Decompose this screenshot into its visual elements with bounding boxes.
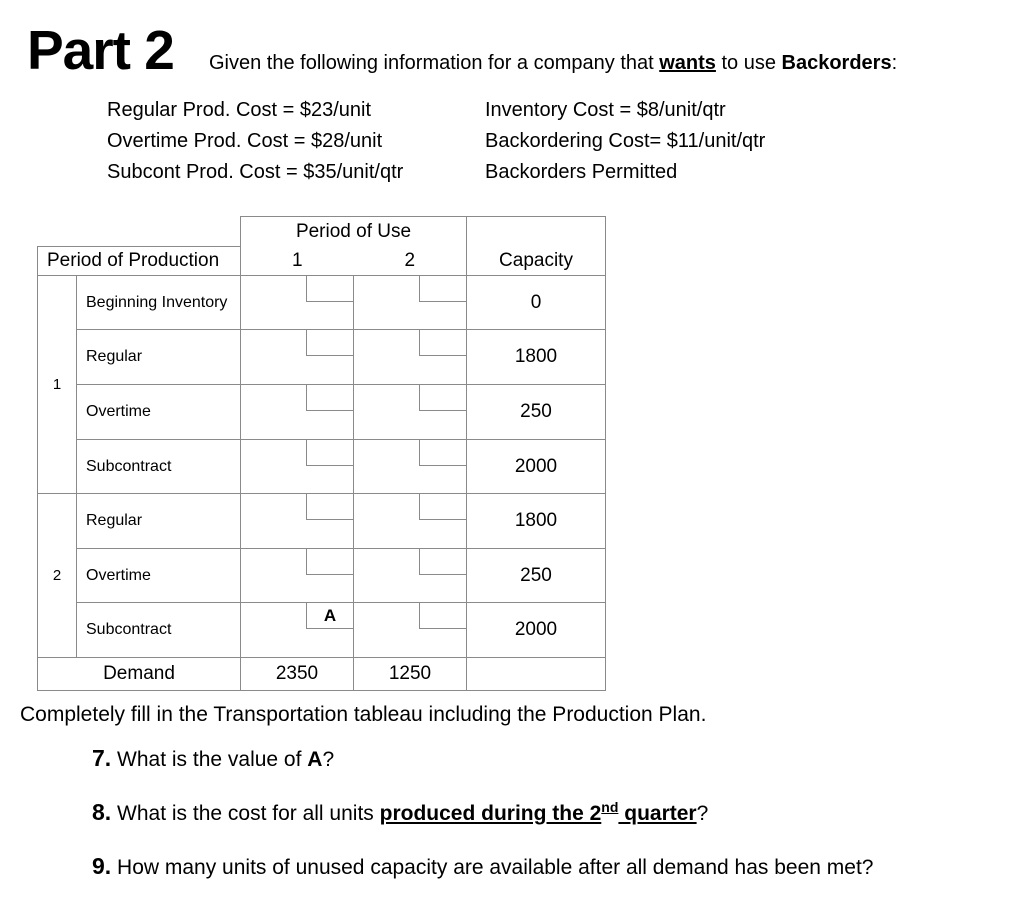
cost-box <box>419 330 466 356</box>
demand-period-1: 2350 <box>241 658 354 691</box>
use-period-1-header: 1 <box>241 247 354 276</box>
demand-label: Demand <box>38 658 241 691</box>
capacity-p2-subcontract: 2000 <box>467 603 606 658</box>
cost-box <box>306 549 353 575</box>
backorder-cost-line: Backordering Cost= $11/unit/qtr <box>485 130 766 152</box>
cell-p2-overtime-u1[interactable] <box>241 549 354 603</box>
capacity-p2-regular: 1800 <box>467 494 606 549</box>
cost-box <box>419 549 466 575</box>
capacity-p2-overtime: 250 <box>467 549 606 603</box>
row-label-beginning-inventory: Beginning Inventory <box>77 276 241 330</box>
cell-p1-regular-u1[interactable] <box>241 330 354 385</box>
marker-a-box: A <box>306 603 353 629</box>
intro-text: Given the following information for a company that wants to use Backorders: <box>209 52 898 74</box>
cell-p1-subcontract-u2[interactable] <box>354 440 467 494</box>
row-label-p1-subcontract: Subcontract <box>77 440 241 494</box>
cell-p1-subcontract-u1[interactable] <box>241 440 354 494</box>
capacity-p1-subcontract: 2000 <box>467 440 606 494</box>
capacity-p1-overtime: 250 <box>467 385 606 440</box>
capacity-header: Capacity <box>467 247 606 276</box>
row-label-p2-overtime: Overtime <box>77 549 241 603</box>
cost-box <box>419 385 466 411</box>
period-of-production-header: Period of Production <box>38 247 241 276</box>
cell-p2-subcontract-u1[interactable] <box>241 603 354 658</box>
cell-p2-overtime-u2[interactable] <box>354 549 467 603</box>
cell-p1-regular-u2[interactable] <box>354 330 467 385</box>
instructions-text: Completely fill in the Transportation tableau including the Production Plan. <box>20 703 707 726</box>
cost-box <box>419 276 466 302</box>
regular-cost-line: Regular Prod. Cost = $23/unit <box>107 99 372 121</box>
row-label-p2-regular: Regular <box>77 494 241 549</box>
cell-p2-subcontract-u2[interactable] <box>354 603 467 658</box>
question-8: 8. What is the cost for all units produced during the 2nd quarter? <box>92 799 709 825</box>
question-9: 9. How many units of unused capacity are available after all demand has been met? <box>92 853 874 879</box>
cell-p1-overtime-u2[interactable] <box>354 385 467 440</box>
given-costs-left <box>107 95 403 188</box>
use-period-2-header: 2 <box>354 247 467 276</box>
row-label-p2-subcontract: Subcontract <box>77 603 241 658</box>
cell-p2-regular-u2[interactable] <box>354 494 467 549</box>
cost-box <box>306 440 353 466</box>
cost-box <box>306 494 353 520</box>
overtime-cost-line: Overtime Prod. Cost = $28/unit <box>107 130 383 152</box>
cost-box <box>306 385 353 411</box>
cost-box <box>419 494 466 520</box>
production-period-1: 1 <box>38 276 77 494</box>
row-label-p1-overtime: Overtime <box>77 385 241 440</box>
capacity-p1-regular: 1800 <box>467 330 606 385</box>
inventory-cost-line: Inventory Cost = $8/unit/qtr <box>485 99 726 121</box>
subcont-cost-line: Subcont Prod. Cost = $35/unit/qtr <box>107 161 404 183</box>
part-title: Part 2 <box>27 19 174 81</box>
cell-bi-p1[interactable] <box>241 276 354 330</box>
period-of-use-header: Period of Use <box>241 217 467 247</box>
transportation-tableau <box>37 216 606 691</box>
cost-box <box>306 330 353 356</box>
cell-bi-p2[interactable] <box>354 276 467 330</box>
cost-box <box>419 603 466 629</box>
demand-capacity-cell <box>467 658 606 691</box>
row-label-p1-regular: Regular <box>77 330 241 385</box>
cell-p2-regular-u1[interactable] <box>241 494 354 549</box>
capacity-beginning-inventory: 0 <box>467 276 606 330</box>
cost-box <box>306 276 353 302</box>
cost-box <box>419 440 466 466</box>
demand-period-2: 1250 <box>354 658 467 691</box>
question-7: 7. What is the value of A? <box>92 745 335 771</box>
backorders-permitted-line: Backorders Permitted <box>485 161 678 183</box>
given-costs-right <box>485 95 765 188</box>
cell-p1-overtime-u1[interactable] <box>241 385 354 440</box>
production-period-2: 2 <box>38 494 77 658</box>
